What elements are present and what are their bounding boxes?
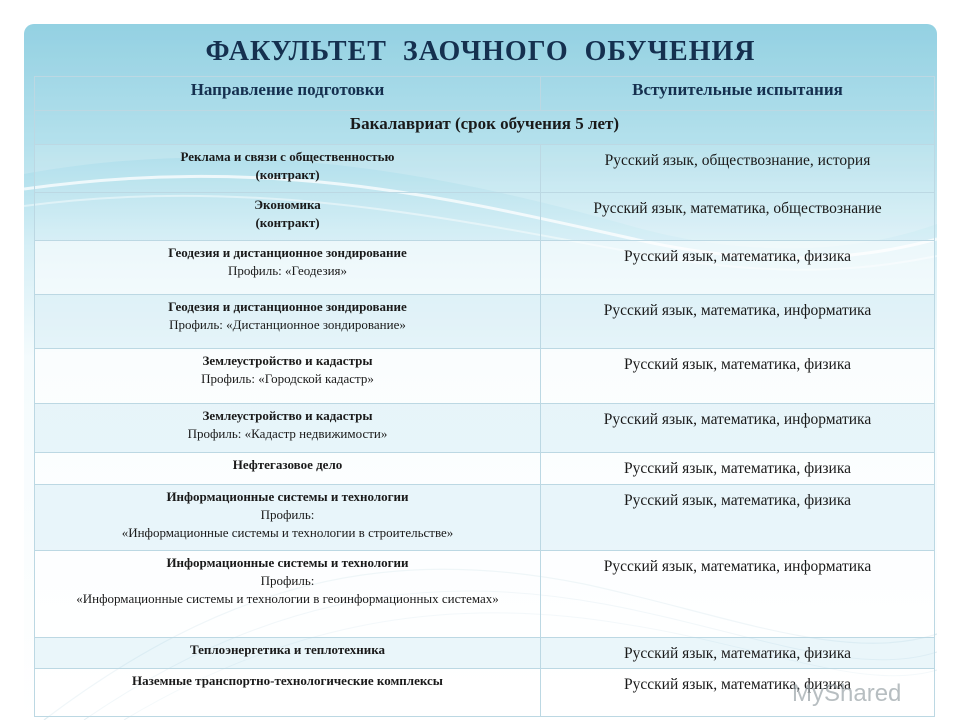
header-direction: Направление подготовки: [35, 77, 541, 111]
header-exams: Вступительные испытания: [541, 77, 935, 111]
direction-profile: Профиль: «Дистанционное зондирование»: [169, 317, 406, 332]
admissions-table: [34, 76, 935, 717]
direction-profile: Профиль:: [260, 507, 315, 522]
direction-name: Информационные системы и технологии: [166, 555, 409, 570]
direction-profile: Профиль: «Геодезия»: [227, 263, 348, 278]
direction-profile-detail: «Информационные системы и технологии в геоинформационных системах»: [76, 591, 499, 606]
direction-name: Землеустройство и кадастры: [202, 353, 373, 368]
direction-name: Реклама и связи с общественностью: [180, 149, 395, 164]
direction-cell: [35, 349, 541, 404]
table-row: [35, 241, 935, 295]
direction-cell: [35, 551, 541, 638]
table-row: [35, 145, 935, 193]
slide: [24, 24, 937, 720]
exams-cell: Русский язык, обществознание, история: [541, 145, 935, 193]
direction-name: Теплоэнергетика и теплотехника: [189, 642, 386, 657]
direction-profile: Профиль: «Кадастр недвижимости»: [187, 426, 388, 441]
page-title: ФАКУЛЬТЕТ ЗАОЧНОГО ОБУЧЕНИЯ: [205, 36, 756, 67]
exams-cell: Русский язык, математика, физика: [541, 669, 935, 717]
direction-cell: [35, 241, 541, 295]
section-title: Бакалавриат (срок обучения 5 лет): [35, 111, 935, 145]
direction-cell: [35, 295, 541, 349]
direction-cell: [35, 145, 541, 193]
direction-name: Землеустройство и кадастры: [202, 408, 373, 423]
section-row: [35, 111, 935, 145]
exams-cell: Русский язык, математика, физика: [541, 349, 935, 404]
direction-cell: [35, 485, 541, 551]
watermark-logo: MyShared: [792, 680, 902, 707]
direction-name: Геодезия и дистанционное зондирование: [168, 299, 407, 314]
exams-cell: Русский язык, математика, физика: [541, 485, 935, 551]
direction-profile: (контракт): [255, 167, 320, 182]
table-header-row: [35, 77, 935, 111]
exams-cell: Русский язык, математика, информатика: [541, 404, 935, 453]
exams-cell: Русский язык, математика, физика: [541, 241, 935, 295]
direction-name: Информационные системы и технологии: [166, 489, 409, 504]
exams-cell: Русский язык, математика, физика: [541, 638, 935, 669]
direction-cell: [35, 669, 541, 717]
direction-name: Экономика: [254, 197, 321, 212]
table-row: [35, 485, 935, 551]
direction-name: Нефтегазовое дело: [232, 457, 343, 472]
exams-cell: Русский язык, математика, информатика: [541, 295, 935, 349]
exams-cell: Русский язык, математика, обществознание: [541, 193, 935, 241]
table-row: [35, 453, 935, 485]
table-row: [35, 404, 935, 453]
direction-profile: Профиль: «Городской кадастр»: [201, 371, 374, 386]
table-row: [35, 295, 935, 349]
table-row: [35, 193, 935, 241]
table-row: [35, 349, 935, 404]
direction-cell: [35, 404, 541, 453]
direction-cell: [35, 193, 541, 241]
direction-name: Геодезия и дистанционное зондирование: [168, 245, 407, 260]
direction-profile: (контракт): [255, 215, 320, 230]
direction-cell: [35, 638, 541, 669]
table-row: [35, 638, 935, 669]
direction-profile-detail: «Информационные системы и технологии в строительстве»: [121, 525, 454, 540]
direction-cell: [35, 453, 541, 485]
table-row: [35, 551, 935, 638]
exams-cell: Русский язык, математика, информатика: [541, 551, 935, 638]
direction-profile: Профиль:: [260, 573, 315, 588]
direction-name: Наземные транспортно-технологические комплексы: [132, 673, 443, 688]
exams-cell: Русский язык, математика, физика: [541, 453, 935, 485]
